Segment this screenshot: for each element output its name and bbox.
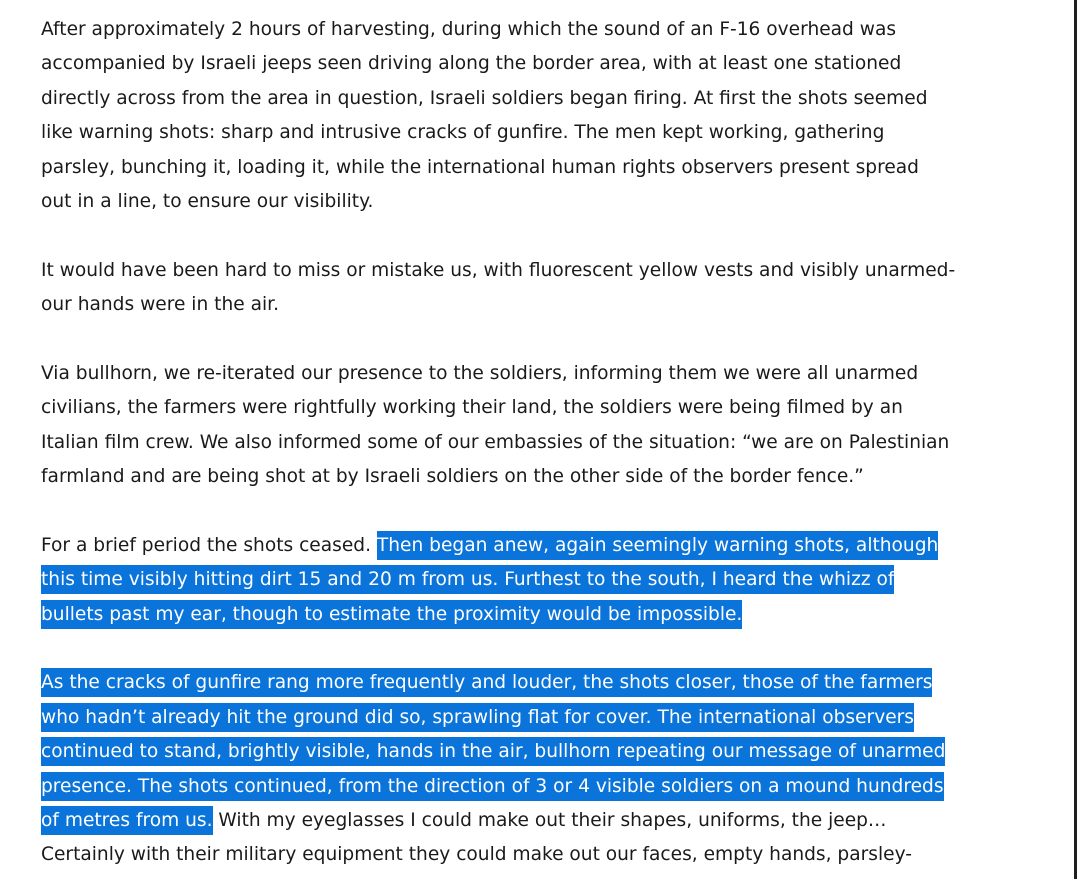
plain-text: For a brief period the shots ceased. [41,534,377,556]
text-line [41,529,1001,563]
selected-text[interactable]: who hadn’t already hit the ground did so, sprawling flat for cover. The international observers [41,703,914,732]
paragraph-5 [41,666,1001,872]
paragraph-gap [41,323,1001,357]
paragraph-gap [41,219,1001,253]
text-line: our hands were in the air. [41,294,280,316]
paragraph-gap [41,632,1001,666]
text-line: civilians, the farmers were rightfully working their land, the soldiers were being filmed by an [41,397,903,419]
text-line [41,770,1001,804]
text-line: out in a line, to ensure our visibility. [41,190,374,212]
paragraph-4 [41,529,1001,632]
selected-text[interactable]: of metres from us. [41,806,213,835]
text-line: accompanied by Israeli jeeps seen driving along the border area, with at least one stationed [41,53,902,75]
text-line [41,666,1001,700]
paragraph-3 [41,357,1001,495]
selected-text[interactable]: Then began anew, again seemingly warning shots, although [377,531,938,560]
text-line: farmland and are being shot at by Israeli soldiers on the other side of the border fence.” [41,466,864,488]
article-body [41,13,1001,873]
text-line: After approximately 2 hours of harvesting, during which the sound of an F-16 overhead was [41,19,897,40]
text-line [41,804,1001,838]
text-line [41,563,1001,597]
plain-text: With my eyeglasses I could make out their shapes, uniforms, the jeep… [212,809,887,831]
text-line: like warning shots: sharp and intrusive cracks of gunfire. The men kept working, gathering [41,122,885,144]
text-line: parsley, bunching it, loading it, while the international human rights observers present spread [41,156,919,178]
paragraph-1 [41,13,1001,219]
selected-text[interactable]: presence. The shots continued, from the direction of 3 or 4 visible soldiers on a mound hundreds [41,772,944,801]
text-line: Via bullhorn, we re-iterated our presence to the soldiers, informing them we were all unarmed [41,362,919,384]
text-line: directly across from the area in question, Israeli soldiers began firing. At first the shots seemed [41,87,928,109]
text-line: Certainly with their military equipment they could make out our faces, empty hands, parsley- [41,844,912,866]
selected-text[interactable]: this time visibly hitting dirt 15 and 20 m from us. Furthest to the south, I heard the whizz of [41,565,894,594]
paragraph-gap [41,494,1001,528]
selected-text[interactable]: As the cracks of gunfire rang more frequently and louder, the shots closer, those of the farmers [41,668,932,697]
text-line [41,701,1001,735]
paragraph-2 [41,254,1001,323]
selected-text[interactable]: continued to stand, brightly visible, hands in the air, bullhorn repeating our message of unarmed [41,737,945,766]
selected-text[interactable]: bullets past my ear, though to estimate the proximity would be impossible. [41,600,742,629]
text-line [41,735,1001,769]
text-line [41,598,1001,632]
text-line: Italian film crew. We also informed some of our embassies of the situation: “we are on Palestinian [41,431,950,453]
text-line: It would have been hard to miss or mistake us, with fluorescent yellow vests and visibly unarmed- [41,259,956,281]
